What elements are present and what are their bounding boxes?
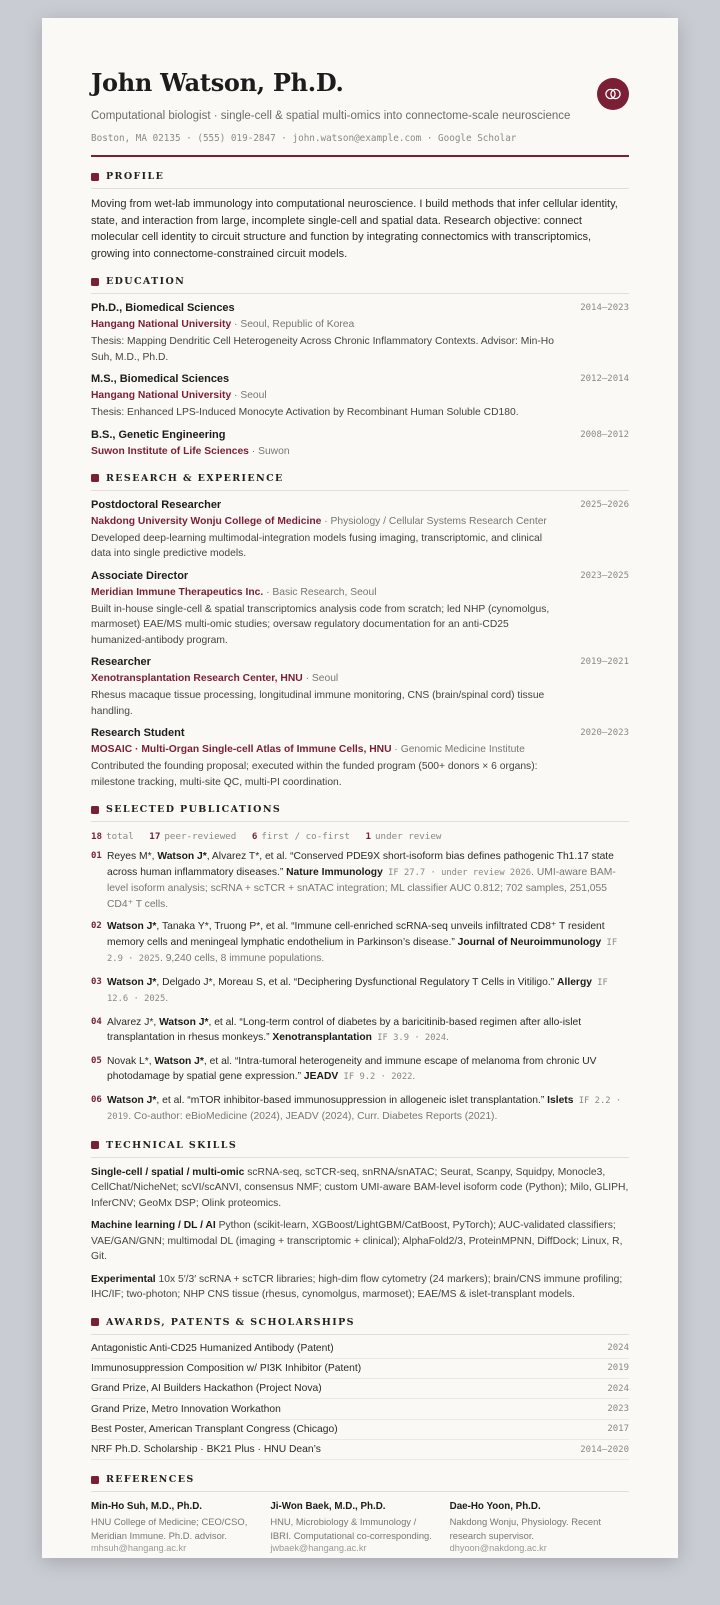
reference-email[interactable]: jwbaek@hangang.ac.kr [270,1543,367,1554]
resume-header [91,68,629,145]
section-title-publications: SELECTED PUBLICATIONS [91,800,629,822]
degree-institution: Suwon Institute of Life Sciences · Suwon [91,445,290,457]
publication-item [91,919,629,968]
role-description: Contributed the founding proposal; executed within the funded program (500+ donors × 6 organs): milestone tracking, multi-site QC, multi-PI coordination. [91,761,538,788]
role-date: 2023–2025 [580,570,629,581]
role-description: Built in-house single-cell & spatial transcriptomics analysis code from scratch; led NHP (cynomolgus, marmoset) EAE/MS multi-omic studies; oversaw regulatory documentation for an anti-CD25 humanized-antibody program. [91,603,550,646]
publication-number: 04 [91,1016,102,1027]
tagline: Computational biologist · single-cell & spatial multi-omics into connectome-scale neuroscience [91,110,571,122]
section-title-experience: RESEARCH & EXPERIENCE [91,469,629,491]
award-row: Best Poster, American Transplant Congress (Chicago) 2017 [91,1420,629,1440]
degree-thesis: Thesis: Enhanced LPS-Induced Monocyte Activation by Recombinant Human Soluble CD180. [91,407,519,418]
publication-number: 05 [91,1055,102,1066]
candidate-name: John Watson, Ph.D. [91,68,344,97]
section-square-icon [91,1476,99,1484]
reference-email[interactable]: mhsuh@hangang.ac.kr [91,1543,187,1554]
publication-item [91,1093,629,1126]
contact-line: Boston, MA 02135 · (555) 019-2847 · john.watson@example.com · Google Scholar [91,133,517,144]
publication-item [91,1054,629,1086]
publication-item [91,975,629,1008]
degree-title: Ph.D., Biomedical Sciences [91,302,235,314]
reference-card [270,1500,449,1556]
experience-entry [91,726,629,790]
section-square-icon [91,474,99,482]
publication-number: 02 [91,921,102,931]
references-section [91,1470,629,1556]
role-date: 2019–2021 [580,657,629,667]
degree-institution: Hangang National University · Seoul, Republic of Korea [91,319,355,330]
role-institution: Nakdong University Wonju College of Medicine · Physiology / Cellular Systems Research Center [91,515,547,527]
skills-section [91,1136,629,1303]
section-title-awards: AWARDS, PATENTS & SCHOLARSHIPS [91,1313,629,1335]
stat-first-author: 6 first / co-first [251,831,350,842]
award-row: Grand Prize, Metro Innovation Workathon 2023 [91,1399,629,1419]
section-square-icon [91,806,99,814]
role-title: Researcher [91,656,151,668]
section-square-icon [91,1141,99,1149]
references-list [91,1500,629,1556]
role-title: Research Student [91,727,185,739]
section-title-education: EDUCATION [91,272,629,294]
degree-institution: Hangang National University · Seoul [91,390,267,401]
publication-number: 03 [91,976,102,987]
experience-entry [91,655,629,719]
resume-page [42,18,678,1558]
role-description: Developed deep-learning multimodal-integration models fusing imaging, transcriptomic, and clinical data into single predictive models. [91,532,543,559]
publication-citation: Novak L*, Watson J*, et al. “Intra-tumoral heterogeneity and immune escape of melanoma from chronic UV photodamage by spatial gene expression.” JEADV IF 9.2 · 2022. [107,1055,597,1082]
role-title: Associate Director [91,569,189,582]
publications-section [91,800,629,1126]
publication-citation: Reyes M*, Watson J*, Alvarez T*, et al. “Conserved PDE9X short-isoform bias defines pathogenic Th1.17 state across human inflammatory diseases.” Nature Immunology IF 27.7 · under review 2026. UMI-aware BAM-level isoform analysis; scRNA + scTCR + snATAC integration; ML classifier AUC 0.812; 702 samples, 251,055 CD4⁺ T cells. [107,851,616,910]
interlocking-rings-icon [597,78,629,110]
award-row: Grand Prize, AI Builders Hackathon (Project Nova) 2024 [91,1379,629,1399]
stat-under-review: 1 under review [365,831,442,842]
stat-total: 18 total [91,831,134,842]
publication-citation: Watson J*, Tanaka Y*, Truong P*, et al. “Immune cell-enriched scRNA-seq unveils infiltrated CD8⁺ T resident memory cells and meningeal lymphatic endothelium in Parkinson’s disease.” Journal of Neuroimmunology IF 2.9 · 2025. 9,240 cells, 8 immune populations. [107,921,618,964]
degree-title: M.S., Biomedical Sciences [91,373,230,385]
publication-item [91,1015,629,1047]
section-square-icon [91,173,99,181]
reference-name: Dae-Ho Yoon, Ph.D. [449,1501,541,1513]
section-title-profile: PROFILE [91,167,629,189]
publication-citation: Watson J*, et al. “mTOR inhibitor-based immunosuppression in allogeneic islet transplantation.” Islets IF 2.2 · 2019. Co-author: eBioMedicine (2024), JEADV (2024), Curr. Diabetes Reports (2021). [107,1094,622,1122]
degree-title: B.S., Genetic Engineering [91,428,226,441]
award-row: Immunosuppression Composition w/ PI3K Inhibitor (Patent) 2019 [91,1359,629,1379]
role-institution: MOSAIC · Multi-Organ Single-cell Atlas of Immune Cells, HNU · Genomic Medicine Institute [91,744,525,755]
section-square-icon [91,278,99,286]
publication-citation: Watson J*, Delgado J*, Moreau S, et al. “Deciphering Dysfunctional Regulatory T Cells in Vitiligo.” Allergy IF 12.6 · 2025. [107,976,608,1004]
publication-citation: Alvarez J*, Watson J*, et al. “Long-term control of diabetes by a baricitinib-based regimen after allo-islet transplantation in rhesus monkeys.” Xenotransplantation IF 3.9 · 2024. [107,1016,582,1043]
profile-text: Moving from wet-lab immunology into computational neuroscience. I build methods that infer cellular identity, state, and interaction from large, incomplete single-cell and spatial data. Research objective: connect molecular cell identity to circuit structure and function by integrating connectomics with transcriptomics, growing into connectome-constrained circuit models. [91,198,618,260]
experience-entry [91,498,629,562]
reference-card [91,1500,270,1556]
publication-stats [91,831,629,842]
reference-card [450,1500,629,1556]
awards-section [91,1313,629,1461]
degree-thesis: Thesis: Mapping Dendritic Cell Heterogeneity Across Chronic Inflammatory Contexts. Advisor: Min-Ho Suh, M.D., Ph.D. [91,336,554,363]
reference-email[interactable]: dhyoon@nakdong.ac.kr [449,1543,547,1554]
skill-group: Machine learning / DL / AI Python (scikit-learn, XGBoost/LightGBM/CatBoost, PyTorch); AUC-validated classifiers; VAE/GAN/GNN; multimodal DL (imaging + transcriptomic + clinical); AlphaFold2/3, ProteinMPNN, DiffDock; Linux, R, Git. [91,1220,623,1262]
reference-description: HNU, Microbiology & Immunology / IBRI. Computational co-corresponding. [270,1516,432,1541]
section-title-skills: TECHNICAL SKILLS [91,1136,629,1158]
reference-description: Nakdong Wonju, Physiology. Recent research supervisor. [449,1516,601,1541]
publication-number: 06 [91,1094,102,1105]
role-institution: Xenotransplantation Research Center, HNU · Seoul [91,673,339,684]
skill-group: Single-cell / spatial / multi-omic scRNA-seq, scTCR-seq, snRNA/snATAC; Seurat, Scanpy, Squidpy, Monocle3, CellChat/NicheNet; scVI/scANVI, consensus NMF; custom UMI-aware BAM-level isoform code (Python); Milo, GLIPH, InferCNV; GeoMx DSP; Olink proteomics. [91,1166,629,1209]
award-row: Antagonistic Anti-CD25 Humanized Antibody (Patent) 2024 [91,1339,629,1359]
reference-description: HNU College of Medicine; CEO/CSO, Meridian Immune. Ph.D. advisor. [91,1516,248,1541]
education-section [91,272,629,459]
section-title-references: REFERENCES [91,1470,629,1492]
education-entry [91,428,629,459]
degree-date: 2012–2014 [580,374,629,384]
role-description: Rhesus macaque tissue processing, longitudinal immune monitoring, CNS (brain/spinal cord) tissue handling. [91,690,545,717]
experience-entry [91,569,629,649]
header-divider [91,155,629,157]
publication-item [91,849,629,912]
education-entry [91,372,629,421]
section-square-icon [91,1318,99,1326]
reference-name: Min-Ho Suh, M.D., Ph.D. [91,1501,203,1513]
skill-group: Experimental 10x 5′/3′ scRNA + scTCR libraries; high-dim flow cytometry (24 markers); brain/CNS immune profiling; IHC/IF; two-photon; NHP CNS tissue (rhesus, cynomolgus, marmoset); EAE/MS & islet-transplant models. [91,1273,623,1300]
role-title: Postdoctoral Researcher [91,498,222,511]
role-date: 2020–2023 [580,728,629,738]
role-institution: Meridian Immune Therapeutics Inc. · Basic Research, Seoul [91,586,377,598]
experience-section [91,469,629,791]
profile-section [91,167,629,262]
role-date: 2025–2026 [580,499,629,510]
stat-peer-reviewed: 17 peer-reviewed [149,831,237,842]
degree-date: 2014–2023 [580,303,629,313]
publication-number: 01 [91,851,102,861]
education-entry [91,301,629,365]
reference-name: Ji-Won Baek, M.D., Ph.D. [270,1501,386,1513]
award-row: NRF Ph.D. Scholarship · BK21 Plus · HNU Dean’s 2014–2020 [91,1440,629,1460]
degree-date: 2008–2012 [580,429,629,440]
